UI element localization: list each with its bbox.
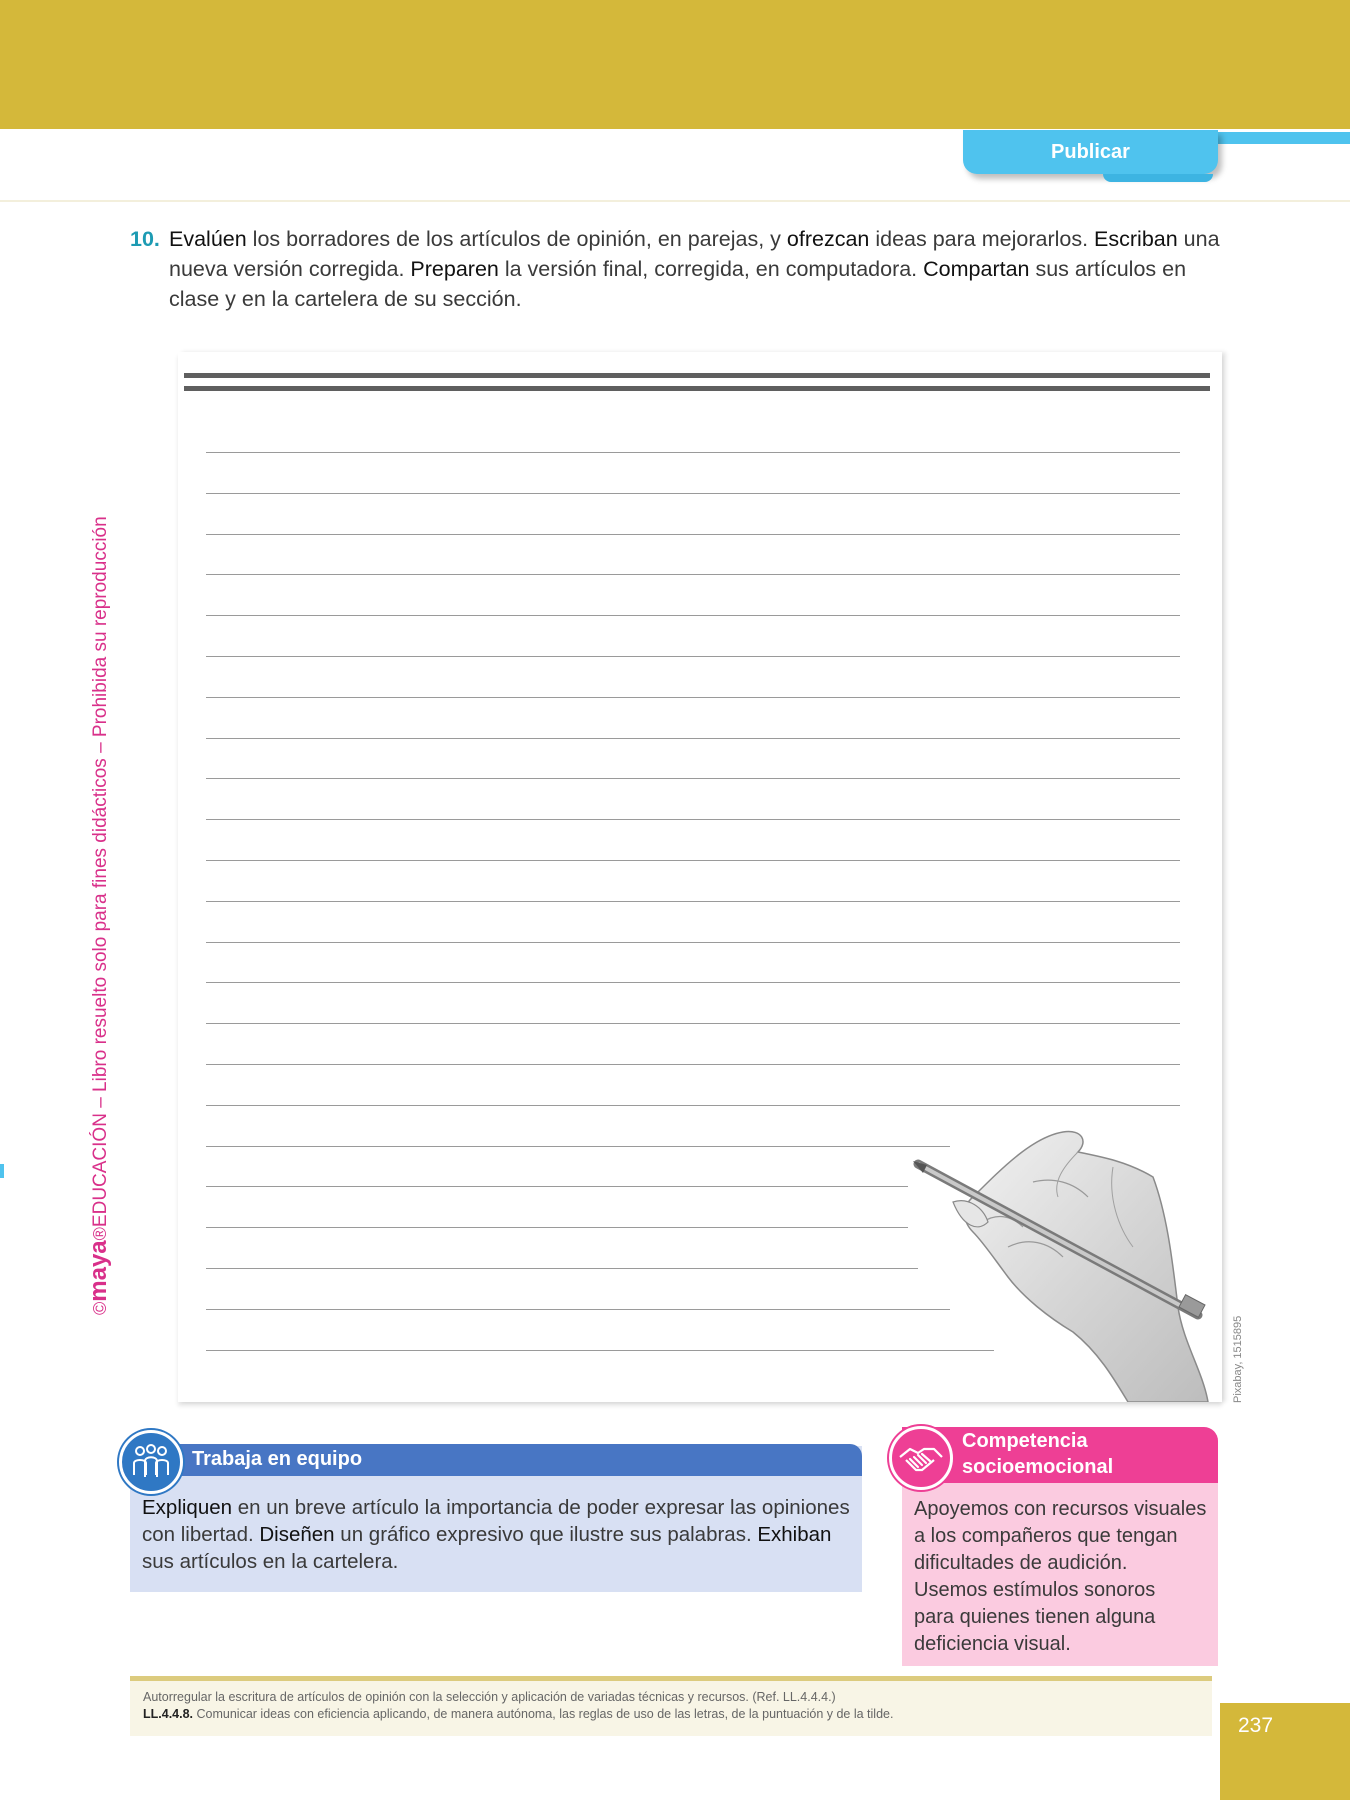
writing-line xyxy=(206,1350,994,1351)
socioemotional-line: para quienes tienen alguna xyxy=(914,1606,1156,1628)
socioemotional-line: deficiencia visual. xyxy=(914,1633,1071,1655)
activity-text-part: ideas para mejorarlos. xyxy=(869,227,1095,251)
section-tab-publicar xyxy=(963,130,1218,174)
verb-preparen: Preparen xyxy=(410,257,499,281)
writing-line xyxy=(206,778,1180,779)
teamwork-text-part: sus artículos en la cartelera. xyxy=(142,1550,399,1573)
image-credit: Pixabay, 1515895 xyxy=(1232,1315,1244,1403)
writing-line xyxy=(206,738,1180,739)
hand-writing-illustration xyxy=(913,1127,1213,1402)
activity-text-part: sus artículos en clase y en la cartelera de su sección. xyxy=(169,257,1187,311)
socioemotional-line: Apoyemos con recursos visuales xyxy=(914,1498,1207,1520)
writing-line xyxy=(206,1023,1180,1024)
socioemotional-title xyxy=(962,1428,1113,1480)
writing-line xyxy=(206,615,1180,616)
writing-line xyxy=(206,697,1180,698)
socioemotional-line: dificultades de audición. xyxy=(914,1552,1128,1574)
socioemotional-line: a los compañeros que tengan xyxy=(914,1525,1178,1547)
writing-line xyxy=(206,1309,950,1310)
activity-text-part: los borradores de los artículos de opinión, en parejas, y xyxy=(246,227,787,251)
curriculum-line-2 xyxy=(143,1706,1203,1723)
verb-expliquen: Expliquen xyxy=(142,1496,233,1519)
header-divider xyxy=(0,200,1350,202)
notice-text: EDUCACIÓN – Libro resuelto solo para fines didácticos – Prohibida su reproducción xyxy=(90,516,111,1228)
section-tab-label: Publicar xyxy=(1051,140,1130,163)
activity-instruction xyxy=(130,224,1220,314)
writing-line xyxy=(206,493,1180,494)
writing-line xyxy=(206,534,1180,535)
writing-line xyxy=(206,1064,1180,1065)
sheet-top-rule xyxy=(184,373,1210,378)
verb-disenen: Diseñen xyxy=(259,1523,335,1546)
verb-compartan: Compartan xyxy=(923,257,1030,281)
curriculum-line-1: Autorregular la escritura de artículos de opinión con la selección y aplicación de variadas técnicas y recursos. (Ref. LL.4.4.4.) xyxy=(143,1690,836,1704)
activity-text-part: una nueva versión corregida. xyxy=(169,227,1220,281)
page-number: 237 xyxy=(1238,1714,1274,1737)
writing-line xyxy=(206,942,1180,943)
writing-line xyxy=(206,860,1180,861)
writing-line xyxy=(206,574,1180,575)
writing-line xyxy=(206,1146,950,1147)
activity-text-part: la versión final, corregida, en computadora. xyxy=(498,257,924,281)
handshake-icon xyxy=(889,1426,953,1490)
copyright-symbol: © xyxy=(90,1301,110,1315)
curriculum-text xyxy=(143,1689,1203,1723)
writing-line xyxy=(206,1186,908,1187)
writing-line xyxy=(206,1227,908,1228)
page-number-box xyxy=(1220,1703,1350,1800)
teamwork-text-part: un gráfico expresivo que ilustre sus palabras. xyxy=(334,1523,758,1546)
socioemotional-title-line2: socioemocional xyxy=(962,1456,1114,1478)
top-color-band xyxy=(0,0,1350,129)
team-icon xyxy=(119,1430,183,1494)
teamwork-text xyxy=(142,1494,854,1575)
teamwork-text-part: en un breve artículo la importancia de poder expresar las opiniones con libertad. xyxy=(142,1496,850,1546)
curriculum-code: LL.4.4.8. xyxy=(143,1707,194,1721)
sheet-top-rule xyxy=(184,386,1210,391)
writing-line xyxy=(206,819,1180,820)
writing-line xyxy=(206,982,1180,983)
verb-evaluen: Evalúen xyxy=(169,227,247,251)
socioemotional-text xyxy=(914,1496,1210,1658)
writing-line xyxy=(206,452,1180,453)
activity-text xyxy=(169,224,1220,314)
brand-logo-text: maya xyxy=(85,1240,112,1302)
socioemotional-line: Usemos estímulos sonoros xyxy=(914,1579,1156,1601)
socioemotional-title-line1: Competencia xyxy=(962,1430,1088,1452)
verb-ofrezcan: ofrezcan xyxy=(786,227,870,251)
registered-symbol: ® xyxy=(90,1227,110,1241)
writing-line xyxy=(206,1268,918,1269)
verb-exhiban: Exhiban xyxy=(757,1523,832,1546)
writing-line xyxy=(206,656,1180,657)
writing-line xyxy=(206,901,1180,902)
copyright-notice xyxy=(85,485,115,1315)
writing-sheet[interactable] xyxy=(178,352,1222,1402)
activity-number: 10. xyxy=(130,227,160,251)
writing-line xyxy=(206,1105,1180,1106)
verb-escriban: Escriban xyxy=(1094,227,1178,251)
margin-marker xyxy=(0,1164,4,1178)
curriculum-description: Comunicar ideas con eficiencia aplicando, de manera autónoma, las reglas de uso de las letras, de la puntuación y de la tilde. xyxy=(193,1707,894,1721)
teamwork-title: Trabaja en equipo xyxy=(192,1448,363,1470)
